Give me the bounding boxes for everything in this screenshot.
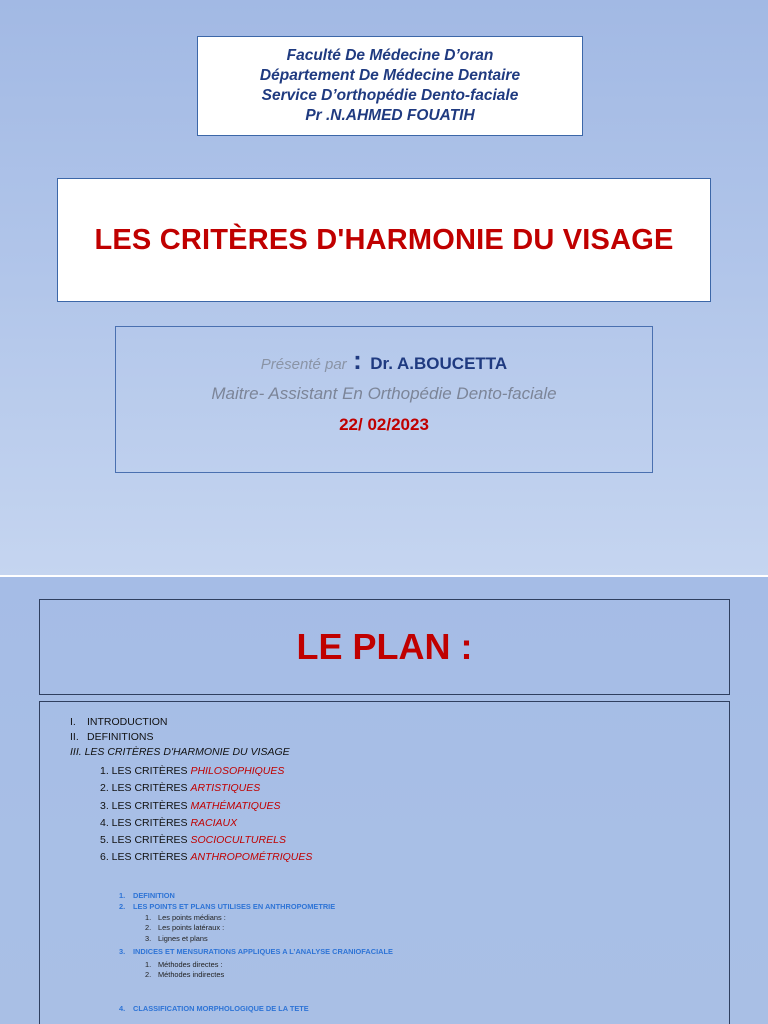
sub-label: DEFINITION bbox=[133, 891, 175, 900]
service-line: Service D’orthopédie Dento-faciale bbox=[261, 87, 519, 104]
methods-label: Méthodes directes : bbox=[158, 960, 223, 969]
presented-by-label: Présenté par bbox=[260, 356, 347, 373]
criteria-highlight: ANTHROPOMÉTRIQUES bbox=[190, 851, 313, 864]
points-label: Lignes et plans bbox=[158, 933, 208, 943]
presentation-date: 22/ 02/2023 bbox=[339, 415, 429, 434]
sub-item bbox=[119, 947, 393, 958]
points-item bbox=[145, 913, 226, 923]
criteria-item bbox=[100, 849, 312, 866]
criteria-highlight: RACIAUX bbox=[190, 816, 238, 829]
sub-number: 3. bbox=[119, 947, 126, 956]
criteria-highlight: MATHÉMATIQUES bbox=[190, 799, 281, 812]
outline-number: II. bbox=[70, 731, 79, 743]
criteria-prefix: 4. LES CRITÈRES bbox=[100, 816, 191, 829]
criteria-prefix: 3. LES CRITÈRES bbox=[100, 799, 191, 812]
outline-label: DEFINITIONS bbox=[87, 731, 154, 743]
faculty-box bbox=[197, 36, 583, 136]
colon-separator: : bbox=[353, 345, 362, 375]
criteria-item bbox=[100, 815, 312, 832]
plan-content-box bbox=[39, 701, 730, 1024]
points-label: Les points latéraux : bbox=[158, 923, 225, 933]
criteria-list bbox=[100, 763, 312, 867]
outline-item bbox=[70, 715, 290, 730]
presenter-role: Maitre- Assistant En Orthopédie Dento-faciale bbox=[211, 384, 557, 403]
classification-sublist bbox=[119, 1004, 309, 1015]
criteria-highlight: PHILOSOPHIQUES bbox=[190, 765, 285, 777]
methods-list bbox=[145, 960, 224, 981]
points-list bbox=[145, 913, 226, 944]
points-item bbox=[145, 923, 226, 933]
criteria-item bbox=[100, 798, 312, 815]
sub-number: 1. bbox=[119, 891, 126, 900]
sub-number: 2. bbox=[119, 901, 126, 911]
professor-line: Pr .N.AHMED FOUATIH bbox=[305, 107, 475, 124]
methods-item bbox=[145, 960, 224, 970]
presenter-line bbox=[116, 345, 652, 380]
criteria-item bbox=[100, 780, 312, 797]
sub-item bbox=[119, 902, 335, 913]
title-box bbox=[57, 178, 711, 302]
criteria-highlight: SOCIOCULTURELS bbox=[190, 834, 286, 847]
methods-label: Méthodes indirectes bbox=[158, 970, 225, 980]
sub-item bbox=[119, 1004, 309, 1015]
faculty-line: Faculté De Médecine D’oran bbox=[286, 47, 494, 64]
outline-number: I. bbox=[70, 716, 76, 728]
anthropometry-sublist bbox=[119, 891, 335, 913]
points-item bbox=[145, 934, 226, 944]
outline-item bbox=[70, 745, 290, 760]
sub-item bbox=[119, 891, 335, 902]
criteria-prefix: 6. LES CRITÈRES bbox=[100, 851, 191, 864]
criteria-prefix: 5. LES CRITÈRES bbox=[100, 834, 191, 847]
plan-title: LE PLAN : bbox=[296, 626, 473, 667]
sub-label: LES POINTS ET PLANS UTILISES EN ANTHROPOMETRIE bbox=[133, 901, 336, 911]
criteria-prefix: 2. LES CRITÈRES bbox=[100, 782, 191, 795]
criteria-prefix: 1. LES CRITÈRES bbox=[100, 765, 191, 777]
methods-number: 1. bbox=[145, 960, 152, 969]
points-number: 3. bbox=[145, 933, 152, 943]
presentation-title: LES CRITÈRES D'HARMONIE DU VISAGE bbox=[94, 223, 674, 256]
plan-title-box bbox=[39, 599, 730, 695]
points-number: 1. bbox=[145, 913, 152, 922]
outline-label: III. LES CRITÈRES D'HARMONIE DU VISAGE bbox=[70, 746, 290, 758]
outline-item bbox=[70, 730, 290, 745]
criteria-highlight: ARTISTIQUES bbox=[190, 782, 261, 795]
presenter-box bbox=[115, 326, 653, 473]
sub-number: 4. bbox=[119, 1004, 126, 1013]
indices-sublist bbox=[119, 947, 393, 958]
points-label: Les points médians : bbox=[158, 913, 226, 922]
criteria-item bbox=[100, 832, 312, 849]
outline-label: INTRODUCTION bbox=[87, 716, 168, 728]
methods-number: 2. bbox=[145, 970, 152, 980]
points-number: 2. bbox=[145, 923, 152, 933]
department-line: Département De Médecine Dentaire bbox=[259, 67, 521, 84]
main-outline bbox=[70, 715, 290, 760]
sub-label: CLASSIFICATION MORPHOLOGIQUE DE LA TETE bbox=[133, 1004, 309, 1013]
methods-item bbox=[145, 970, 224, 980]
criteria-item bbox=[100, 763, 312, 780]
presenter-name: Dr. A.BOUCETTA bbox=[370, 354, 508, 373]
sub-label: INDICES ET MENSURATIONS APPLIQUES A L’ANALYSE CRANIOFACIALE bbox=[133, 947, 393, 956]
